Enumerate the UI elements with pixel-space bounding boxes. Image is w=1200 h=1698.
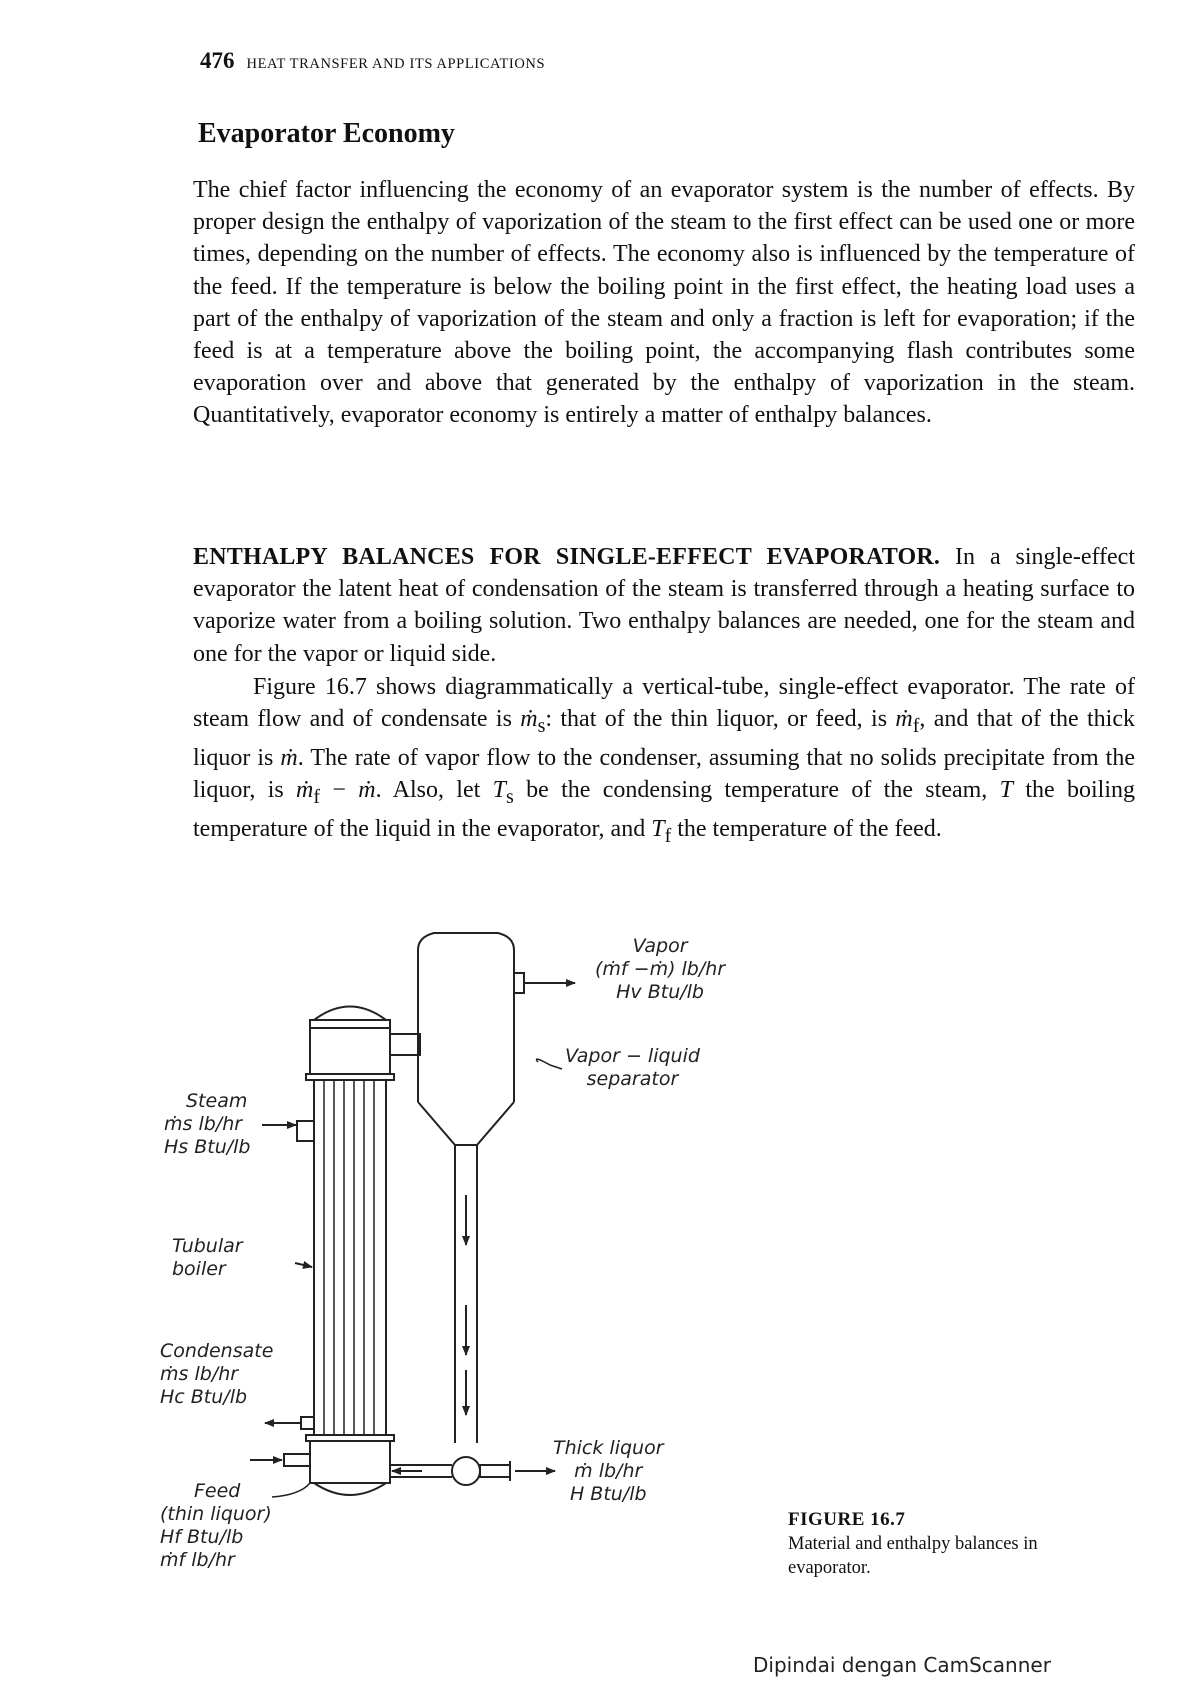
figure-caption-text: Material and enthalpy balances in evaporator. bbox=[788, 1534, 1038, 1578]
figure-caption-title: FIGURE 16.7 bbox=[788, 1509, 906, 1530]
run-in-heading: ENTHALPY BALANCES FOR SINGLE-EFFECT EVAPORATOR. bbox=[193, 544, 941, 570]
paragraph-figure-reference: Figure 16.7 shows diagrammatically a vertical-tube, single-effect evaporator. The rate of steam flow and of condensate is ṁ$_s$: that of the thin liquor, or feed, is ṁ$_f$, and that of the thick liquor is ṁ. The rate of vapor flow to the condenser, assuming that no solids precipitate from the liquor, is ṁ$_f$ − ṁ. Also, let $T_s$ be the condensing temperature of the steam, T the boiling temperature of the liquid in the evaporator, and $T_f$ the temperature of the feed. bbox=[193, 674, 1136, 848]
figure-caption bbox=[788, 1508, 1118, 1580]
separator-leader bbox=[537, 1059, 563, 1069]
vapor-liquid-separator bbox=[418, 933, 514, 1443]
evaporator-diagram bbox=[160, 895, 780, 1595]
page-number: 476 bbox=[200, 48, 235, 73]
section-heading: Evaporator Economy bbox=[198, 118, 455, 149]
paragraph-enthalpy-balances-text: In a single-effect evaporator the latent heat of condensation of the steam is transferred through a heating surface to vaporize water from a boiling solution. Two enthalpy balances are needed, one for the steam and one for the vapor or liquid side. bbox=[193, 544, 1135, 667]
paragraph-economy: The chief factor influencing the economy of an evaporator system is the number of effects. By proper design the enthalpy of vaporization of the steam to the first effect can be used one or more times, depending on the number of effects. The economy also is influenced by the temperature of the feed. If the temperature is below the boiling point in the first effect, the heating load uses a part of the enthalpy of vaporization of the steam and only a fraction is left for evaporation; if the feed is at a temperature above the boiling point, the accompanying flash contributes some evaporation over and above that generated by the enthalpy of vaporization in the steam. Quantitatively, evaporator economy is entirely a matter of enthalpy balances. bbox=[193, 177, 1135, 429]
separator-label: Vapor − liquid separator bbox=[565, 1045, 700, 1090]
boiler-pointer bbox=[295, 1263, 312, 1267]
scanner-watermark: Dipindai dengan CamScanner bbox=[753, 1653, 1051, 1677]
running-title: HEAT TRANSFER AND ITS APPLICATIONS bbox=[246, 56, 546, 72]
tubular-boiler-label: Tubular boiler bbox=[172, 1235, 243, 1280]
steam-label: Steam ṁs lb/hr Hs Btu/lb bbox=[164, 1090, 251, 1158]
tubular-boiler bbox=[306, 1007, 394, 1496]
feed-leader bbox=[272, 1483, 310, 1497]
feed-label: Feed (thin liquor) Hf Btu/lb ṁf lb/hr bbox=[160, 1480, 272, 1571]
vapor-label: Vapor (ṁf −ṁ) lb/hr Hv Btu/lb bbox=[595, 935, 726, 1003]
thick-liquor-label: Thick liquor ṁ lb/hr H Btu/lb bbox=[553, 1437, 664, 1505]
page-header bbox=[200, 48, 545, 74]
paragraph-enthalpy-balances bbox=[193, 541, 1135, 670]
condensate-label: Condensate ṁs lb/hr Hc Btu/lb bbox=[160, 1340, 274, 1408]
